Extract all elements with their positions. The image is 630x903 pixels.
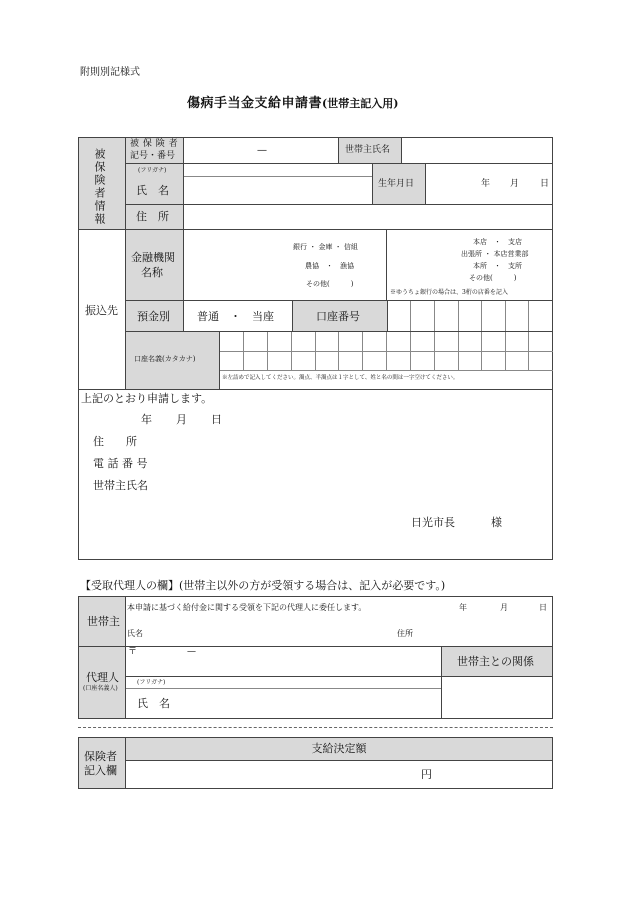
agent-name-label: 氏 名: [137, 697, 170, 710]
branch-types-4: その他( ): [469, 274, 517, 282]
decision-amount-label: 支給決定額: [311, 742, 367, 755]
transfer-section-label: 振込先: [85, 304, 118, 317]
insurer-label-cell: [79, 738, 126, 788]
agent-address-input[interactable]: [126, 647, 440, 676]
name-input[interactable]: [184, 177, 372, 204]
institution-label-2: 名称: [141, 266, 163, 279]
branch-types-3: 本所 ・ 支所: [473, 262, 522, 270]
agent-name-input[interactable]: [126, 689, 440, 718]
postal-dash: —: [187, 647, 196, 657]
postal-mark: 〒: [128, 647, 138, 657]
application-date-day[interactable]: 日: [211, 413, 222, 426]
institution-input[interactable]: [184, 230, 386, 300]
deposit-type-options[interactable]: 普通 ・ 当座: [197, 310, 274, 323]
householder-name-input[interactable]: [401, 138, 552, 163]
application-householder-label: 世帯主氏名: [93, 479, 148, 492]
name-label: 氏 名: [136, 184, 169, 197]
proxy-householder-address-label: 住所: [397, 629, 413, 638]
relationship-input[interactable]: [442, 677, 552, 718]
title-main: 傷病手当金支給申請書: [187, 96, 323, 111]
application-phone-label: 電 話 番 号: [93, 457, 148, 470]
relationship-label: 世帯主との関係: [457, 655, 534, 668]
insurance-id-label-1: 被 保 険 者: [130, 139, 179, 149]
birthdate-year: 年: [481, 179, 491, 189]
honorific: 様: [491, 516, 502, 529]
agent-label: 代理人: [86, 671, 119, 684]
branch-types-2: 出張所 ・ 本店営業部: [461, 250, 529, 258]
yucho-note: ※ゆうちょ銀行の場合は、3桁の店番を記入: [390, 289, 508, 296]
furigana-input[interactable]: [184, 164, 372, 176]
furigana-label: (フリガナ): [138, 167, 167, 174]
account-number-label: 口座番号: [316, 310, 360, 323]
householder-name-label: 世帯主氏名: [345, 145, 391, 155]
agent-sub-label: (口座名義人): [83, 685, 118, 692]
application-address-label: 住 所: [93, 435, 137, 448]
account-holder-label: 口座名義(カタカナ): [134, 355, 196, 363]
application-statement: 上記のとおり申請します。: [81, 392, 213, 405]
yen-unit: 円: [421, 768, 432, 781]
delegation-text: 本申請に基づく給付金に関する受領を下記の代理人に委任します。: [127, 603, 367, 612]
application-date-year[interactable]: 年: [141, 413, 152, 426]
insured-section-label: 被保険者情報: [93, 148, 106, 226]
birthdate-label: 生年月日: [378, 179, 415, 189]
deposit-type-label: 預金別: [137, 310, 170, 323]
insurance-id-dash: —: [257, 145, 267, 156]
addressee: 日光市長: [411, 516, 455, 529]
birthdate-day: 日: [540, 179, 550, 189]
insurer-label-1: 保険者: [84, 750, 117, 763]
title-sub: (世帯主記入用): [322, 97, 399, 110]
institution-types-1: 銀行 ・ 金庫 ・ 信組: [293, 243, 358, 251]
delegation-day[interactable]: 日: [539, 603, 547, 612]
proxy-householder-name-label: 氏名: [127, 629, 143, 638]
delegation-year[interactable]: 年: [459, 603, 467, 612]
agent-furigana-label: (フリガナ): [137, 679, 166, 686]
decision-amount-input[interactable]: [126, 761, 552, 788]
branch-types-1: 本店 ・ 支店: [473, 238, 522, 246]
institution-label-1: 金融機関: [131, 251, 175, 264]
divider: [78, 727, 553, 728]
proxy-heading: 【受取代理人の欄】(世帯主以外の方が受領する場合は、記入が必要です。): [80, 579, 446, 592]
birthdate-month: 月: [510, 179, 520, 189]
account-holder-note: ※左詰めで記入してください。濁点、半濁点は１字として、姓と名の間は一字空けてください。: [222, 375, 459, 381]
address-input[interactable]: [184, 205, 552, 229]
institution-label-cell: [126, 230, 184, 300]
delegation-month[interactable]: 月: [500, 603, 508, 612]
institution-types-2: 農協 ・ 漁協: [305, 262, 354, 270]
application-date-month[interactable]: 月: [176, 413, 187, 426]
address-label: 住 所: [136, 210, 169, 223]
institution-types-3: その他( ): [306, 280, 354, 288]
insurer-label-2: 記入欄: [84, 764, 117, 777]
proxy-householder-label: 世帯主: [87, 615, 120, 628]
page-title: [187, 92, 398, 111]
form-reference: 附則別記様式: [80, 67, 140, 78]
insurance-id-label-2: 記号・番号: [130, 151, 176, 161]
